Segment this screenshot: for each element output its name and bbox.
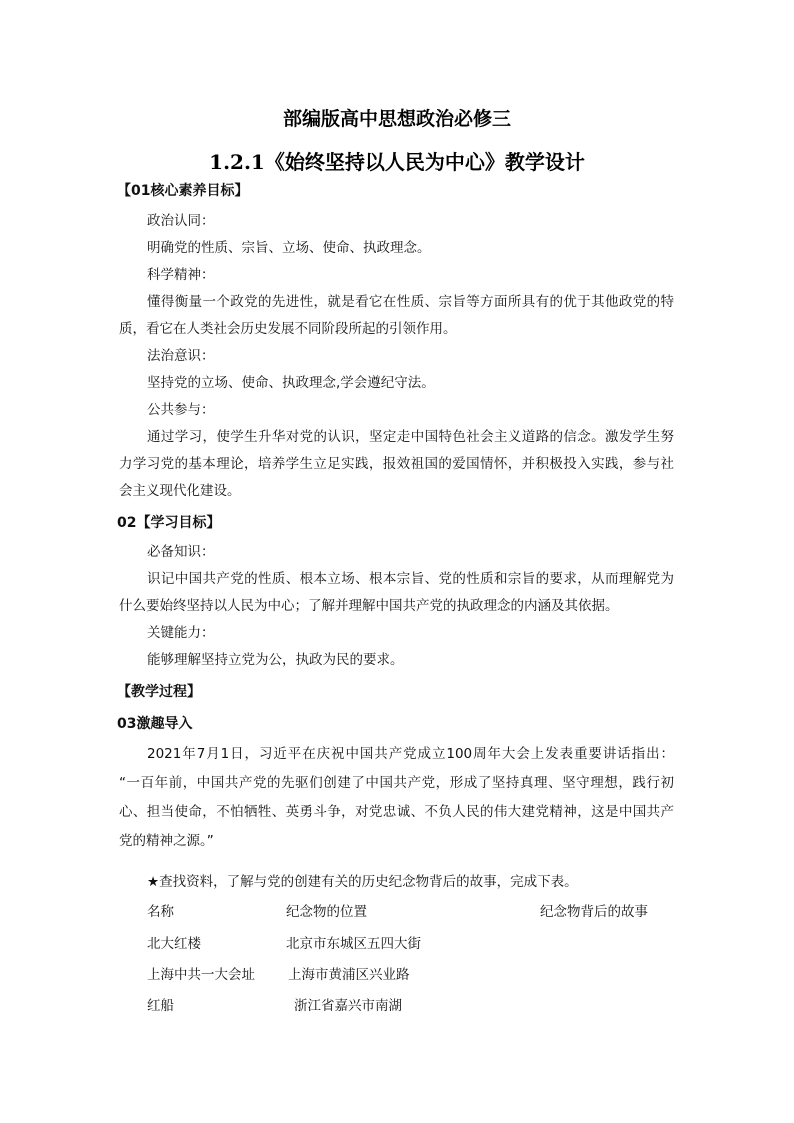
table-cell-name: 北大红楼 xyxy=(147,936,201,952)
item-text: 什么要始终坚持以人民为中心；了解并理解中国共产党的执政理念的内涵及其依据。 xyxy=(119,598,619,614)
section-heading-lead-in: 03激趣导入 xyxy=(117,716,193,732)
table-cell-location: 北京市东城区五四大街 xyxy=(286,936,421,952)
paragraph-line: 心、担当使命，不怕牺牲、英勇斗争，对党忠诚、不负人民的伟大建党精神，这是中国共产 xyxy=(119,804,674,820)
item-label-scientific-spirit: 科学精神： xyxy=(147,267,215,283)
item-text: 能够理解坚持立党为公，执政为民的要求。 xyxy=(147,652,404,668)
item-label-essential-knowledge: 必备知识： xyxy=(147,544,215,560)
item-text: 坚持党的立场、使命、执政理念,学会遵纪守法。 xyxy=(147,375,435,391)
paragraph-line: “一百年前，中国共产党的先驱们创建了中国共产党，形成了坚持真理、坚守理想，践行初 xyxy=(119,775,674,791)
section-heading-learning-goals: 02【学习目标】 xyxy=(117,515,221,531)
item-label-political-identity: 政治认同： xyxy=(147,213,215,229)
table-cell-name: 上海中共一大会址 xyxy=(147,967,255,983)
table-cell-location: 浙江省嘉兴市南湖 xyxy=(294,998,402,1014)
item-label-key-ability: 关键能力： xyxy=(147,625,215,641)
table-header-story: 纪念物背后的故事 xyxy=(540,904,648,920)
task-instruction: ★查找资料，了解与党的创建有关的历史纪念物背后的故事，完成下表。 xyxy=(147,874,578,890)
paragraph-line: 2021年7月1日，习近平在庆祝中国共产党成立100周年大会上发表重要讲话指出： xyxy=(147,746,674,762)
table-header-location: 纪念物的位置 xyxy=(286,904,367,920)
item-text: 质，看它在人类社会历史发展不同阶段所起的引领作用。 xyxy=(119,321,457,337)
section-heading-teaching-process: 【教学过程】 xyxy=(117,684,201,700)
item-text: 识记中国共产党的性质、根本立场、根本宗旨、党的性质和宗旨的要求，从而理解党为 xyxy=(147,571,674,587)
document-title-line1: 部编版高中思想政治必修三 xyxy=(282,108,511,130)
item-text: 通过学习，使学生升华对党的认识，坚定走中国特色社会主义道路的信念。激发学生努 xyxy=(147,429,674,445)
table-cell-location: 上海市黄浦区兴业路 xyxy=(288,967,410,983)
item-text: 懂得衡量一个政党的先进性，就是看它在性质、宗旨等方面所具有的优于其他政党的特 xyxy=(147,294,674,310)
paragraph-line: 党的精神之源。” xyxy=(119,833,214,849)
table-header-name: 名称 xyxy=(147,904,174,920)
item-label-public-participation: 公共参与： xyxy=(147,402,215,418)
table-cell-name: 红船 xyxy=(147,998,174,1014)
item-text: 力学习党的基本理论，培养学生立足实践，报效祖国的爱国情怀，并积极投入实践，参与社 xyxy=(119,456,674,472)
item-label-rule-of-law: 法治意识： xyxy=(147,348,215,364)
item-text: 会主义现代化建设。 xyxy=(119,483,241,499)
item-text: 明确党的性质、宗旨、立场、使命、执政理念。 xyxy=(147,240,431,256)
section-heading-core-literacy: 【01核心素养目标】 xyxy=(117,183,249,199)
document-title-line2: 1.2.1《始终坚持以人民为中心》教学设计 xyxy=(209,150,585,174)
